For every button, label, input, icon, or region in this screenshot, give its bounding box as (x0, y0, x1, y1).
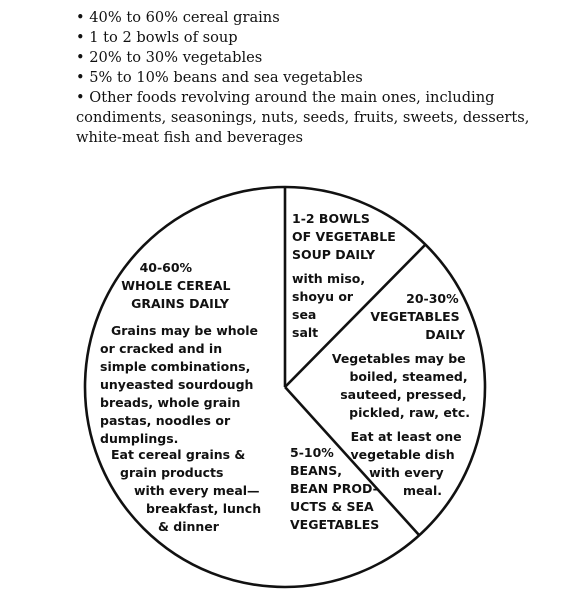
svg-text:with miso, shoyu or (292, 271, 370, 340)
svg-text:1-2 BOWLS OF VEGETABLE (292, 211, 400, 262)
segment-heading-line: OF VEGETABLE (292, 229, 396, 244)
svg-text:Grains may be whole or c (100, 323, 262, 446)
segment-body-line: Vegetables may be (331, 351, 466, 366)
segment-body-line: unyeasted sourdough (100, 377, 254, 392)
segment-body-line: breakfast, lunch (146, 501, 262, 516)
svg-text:Vegetables may be boiled (332, 351, 472, 420)
list-item: • 5% to 10% beans and sea vegetables (76, 68, 556, 88)
svg-text:20-30% VEGETABLES (370, 291, 466, 342)
segment-body-line: or cracked and in (100, 341, 223, 356)
segment-body-line: salt (292, 325, 319, 340)
segment-heading-line: 40-60% (139, 260, 193, 275)
segment-body-line: simple combinations, (100, 359, 251, 374)
segment-body-line: breads, whole grain (100, 395, 241, 410)
segment-heading-line: VEGETABLES (370, 309, 460, 324)
segment-heading-line: SOUP DAILY (292, 247, 376, 262)
segment-vegetables (332, 291, 472, 498)
segment-body-line: Eat at least one (350, 429, 462, 444)
segment-body-line: Eat cereal grains & (111, 447, 246, 462)
segment-body-line: & dinner (158, 519, 219, 534)
segment-heading-line: 5-10% (290, 445, 334, 460)
segment-heading-line: BEAN PROD- (290, 481, 378, 496)
svg-text:40-60% WHOLE CEREAL (121, 260, 235, 311)
segment-body-line: Grains may be whole (111, 323, 258, 338)
segment-heading-line: VEGETABLES (290, 517, 380, 532)
list-item: • 40% to 60% cereal grains (76, 8, 556, 28)
segment-cereal-grains (100, 260, 265, 534)
segment-heading-line: UCTS & SEA (290, 499, 374, 514)
segment-body-line: meal. (403, 483, 442, 498)
segment-body-line: sea (292, 307, 317, 322)
svg-text:Eat cereal grains & grai (111, 447, 265, 534)
segment-heading-line: DAILY (425, 327, 465, 342)
segment-body-line: grain products (120, 465, 224, 480)
segment-heading-line: WHOLE CEREAL (121, 278, 231, 293)
list-item: • 20% to 30% vegetables (76, 48, 556, 68)
segment-body-line: shoyu or (292, 289, 354, 304)
segment-body-line: vegetable dish (350, 447, 455, 462)
segment-body-line: with every meal— (134, 483, 260, 498)
segment-body-line: sauteed, pressed, (340, 387, 467, 402)
segment-body-line: boiled, steamed, (349, 369, 468, 384)
segment-body-line: pastas, noodles or (100, 413, 231, 428)
segment-body-line: with every (369, 465, 444, 480)
segment-heading-line: 1-2 BOWLS (292, 211, 370, 226)
list-item: • 1 to 2 bowls of soup (76, 28, 556, 48)
segment-body-line: dumplings. (100, 431, 179, 446)
segment-heading-line: BEANS, (290, 463, 342, 478)
segment-heading-line: GRAINS DAILY (131, 296, 229, 311)
segment-body-line: pickled, raw, etc. (349, 405, 470, 420)
segment-heading-line: 20-30% (406, 291, 459, 306)
segment-body-line: with miso, (292, 271, 366, 286)
list-item: • Other foods revolving around the main ones, including condiments, seasonings, nuts, seeds, fruits, sweets, desserts, white-meat fish and beverages (76, 88, 556, 148)
